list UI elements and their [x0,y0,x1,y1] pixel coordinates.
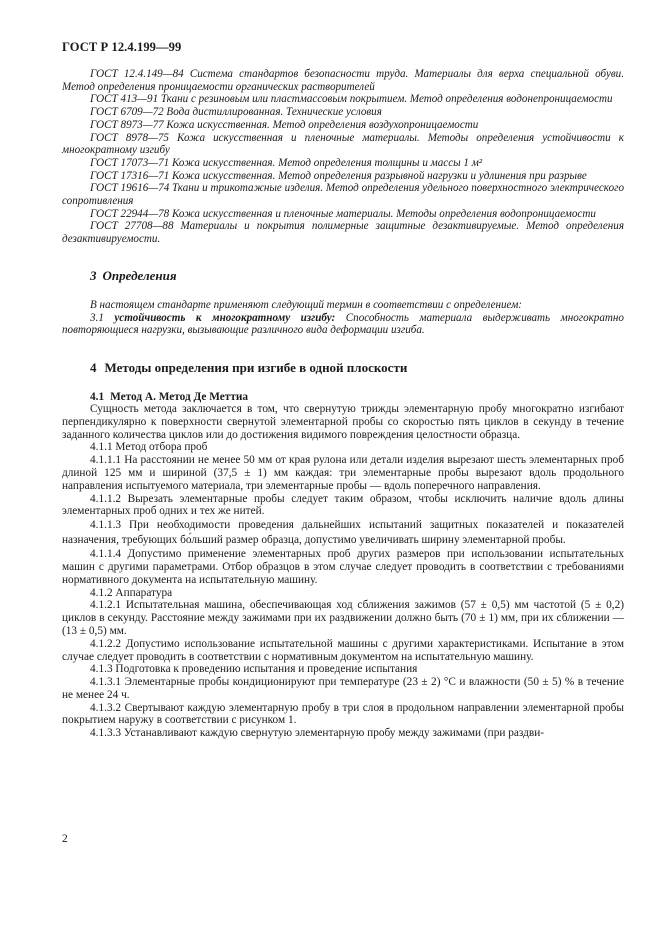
body-paragraph: 4.1.3.3 Устанавливают каждую свернутую элементарную пробу между зажимами (при раздви- [90,727,545,740]
reference-item: ГОСТ 22944—78 Кожа искусственная и пленочные материалы. Методы определения водопроницаемости [90,207,596,220]
body-paragraph: 4.1.3.2 Свертывают каждую элементарную пробу в три слоя в продольном направлении элементарной пробы покрытием наружу в соответствии с рисунком 1. [62,701,624,727]
body-paragraph: 4.1.2.1 Испытательная машина, обеспечивающая ход сближения зажимов (57 ± 0,5) мм частотой (5 ± 0,2) циклов в секунду. Расстояние между зажимами при их раздвижении должно быть (70 ± 1) мм, при их сближении — (13 ± 0,5) мм. [62,599,624,637]
section-4-body [62,403,624,740]
definition-item [62,312,624,337]
definitions-intro: В настоящем стандарте применяют следующий термин в соответствии с определением: [90,298,522,311]
references-list [62,68,624,246]
body-paragraph: 4.1.3 Подготовка к проведению испытания и проведение испытания [90,663,418,676]
section-3-heading [90,268,624,284]
reference-item: ГОСТ 12.4.149—84 Система стандартов безопасности труда. Материалы для верха специальной обуви. Метод определения проницаемости органических растворителей [62,68,624,93]
reference-item: ГОСТ 413—91 Ткани с резиновым или пластмассовым покрытием. Метод определения водонепроницаемости [90,93,613,106]
body-paragraph: 4.1.3.1 Элементарные пробы кондиционируют при температуре (23 ± 2) °С и влажности (50 ± 5) % в течение не менее 24 ч. [62,676,624,701]
body-paragraph: 4.1.1.1 На расстоянии не менее 50 мм от края рулона или детали изделия вырезают шесть элементарных проб длиной 125 мм и шириной (37,5 ± 1) мм каждая: три элементарные пробы вырезают вдоль продольного направления испытуемого материала, три элементарные пробы — вдоль поперечного направления. [62,454,624,492]
subsection-4-1-title: Метод А. Метод Де Меттиа [110,390,249,403]
body-paragraph: 4.1.2 Аппаратура [90,586,173,599]
section-4-title: Методы определения при изгибе в одной плоскости [104,359,408,375]
section-4-number: 4 [90,359,97,375]
body-paragraph: 4.1.1 Метод отбора проб [90,441,208,454]
subsection-4-1-number: 4.1 [90,390,105,403]
reference-item: ГОСТ 17316—71 Кожа искусственная. Метод определения разрывной нагрузки и удлинения при разрыве [90,169,587,182]
definition-number: 3.1 [90,311,104,324]
reference-item: ГОСТ 6709—72 Вода дистиллированная. Технические условия [90,106,382,119]
section-4-heading [90,360,624,376]
document-header: ГОСТ Р 12.4.199—99 [62,40,182,54]
section-3-title: Определения [102,267,177,283]
body-paragraph: 4.1.2.2 Допустимо использование испытательной машины с другими характеристиками. Испытание в этом случае следует проводить в соответствии с нормативным документом на испытательную машину. [62,637,624,663]
definitions [62,299,624,337]
reference-item: ГОСТ 17073—71 Кожа искусственная. Метод определения толщины и массы 1 м² [90,156,483,169]
reference-item: ГОСТ 8973—77 Кожа искусственная. Метод определения воздухопроницаемости [90,118,479,131]
section-3-number: 3 [90,267,97,283]
body-paragraph: Сущность метода заключается в том, что свернутую трижды элементарную пробу многократно изгибают перпендикулярно к поверхности свернутой элементарной пробы со скоростью пять циклов в секунду в течение заданного количества циклов или до достижения видимого повреждения целостности образца. [62,402,624,441]
body-paragraph: 4.1.1.4 Допустимо применение элементарных проб других размеров при использовании испытательных машин с другими параметрами. Отбор образцов в этом случае следует проводить в соответствии с требованиями нормативного документа на испытательную машину. [62,548,624,586]
reference-item: ГОСТ 8978—75 Кожа искусственная и пленочные материалы. Методы определения устойчивости к многократному изгибу [62,131,624,157]
document-page [62,40,624,740]
definition-text: Способность материала выдерживать многократно повторяющиеся нагрузки, вызывающие различного вида деформации изгиба. [62,311,624,337]
page-number: 2 [62,833,68,845]
reference-item: ГОСТ 19616—74 Ткани и трикотажные изделия. Метод определения удельного поверхностного электрического сопротивления [62,182,624,208]
reference-item: ГОСТ 27708—88 Материалы и покрытия полимерные защитные дезактивируемые. Метод определения дезактивируемости. [62,220,624,246]
body-paragraph: 4.1.1.2 Вырезать элементарные пробы следует таким образом, чтобы исключить наличие вдоль длины элементарных проб одних и тех же нитей. [62,492,624,518]
definition-term: устойчивость к многократному изгибу: [114,311,336,324]
body-paragraph: 4.1.1.3 При необходимости проведения дальнейших испытаний защитных показателей и показателей назначения, требующих бо́льший размер образца, допустимо увеличивать ширину элементарной пробы. [62,519,624,547]
subsection-4-1-heading [90,391,624,403]
